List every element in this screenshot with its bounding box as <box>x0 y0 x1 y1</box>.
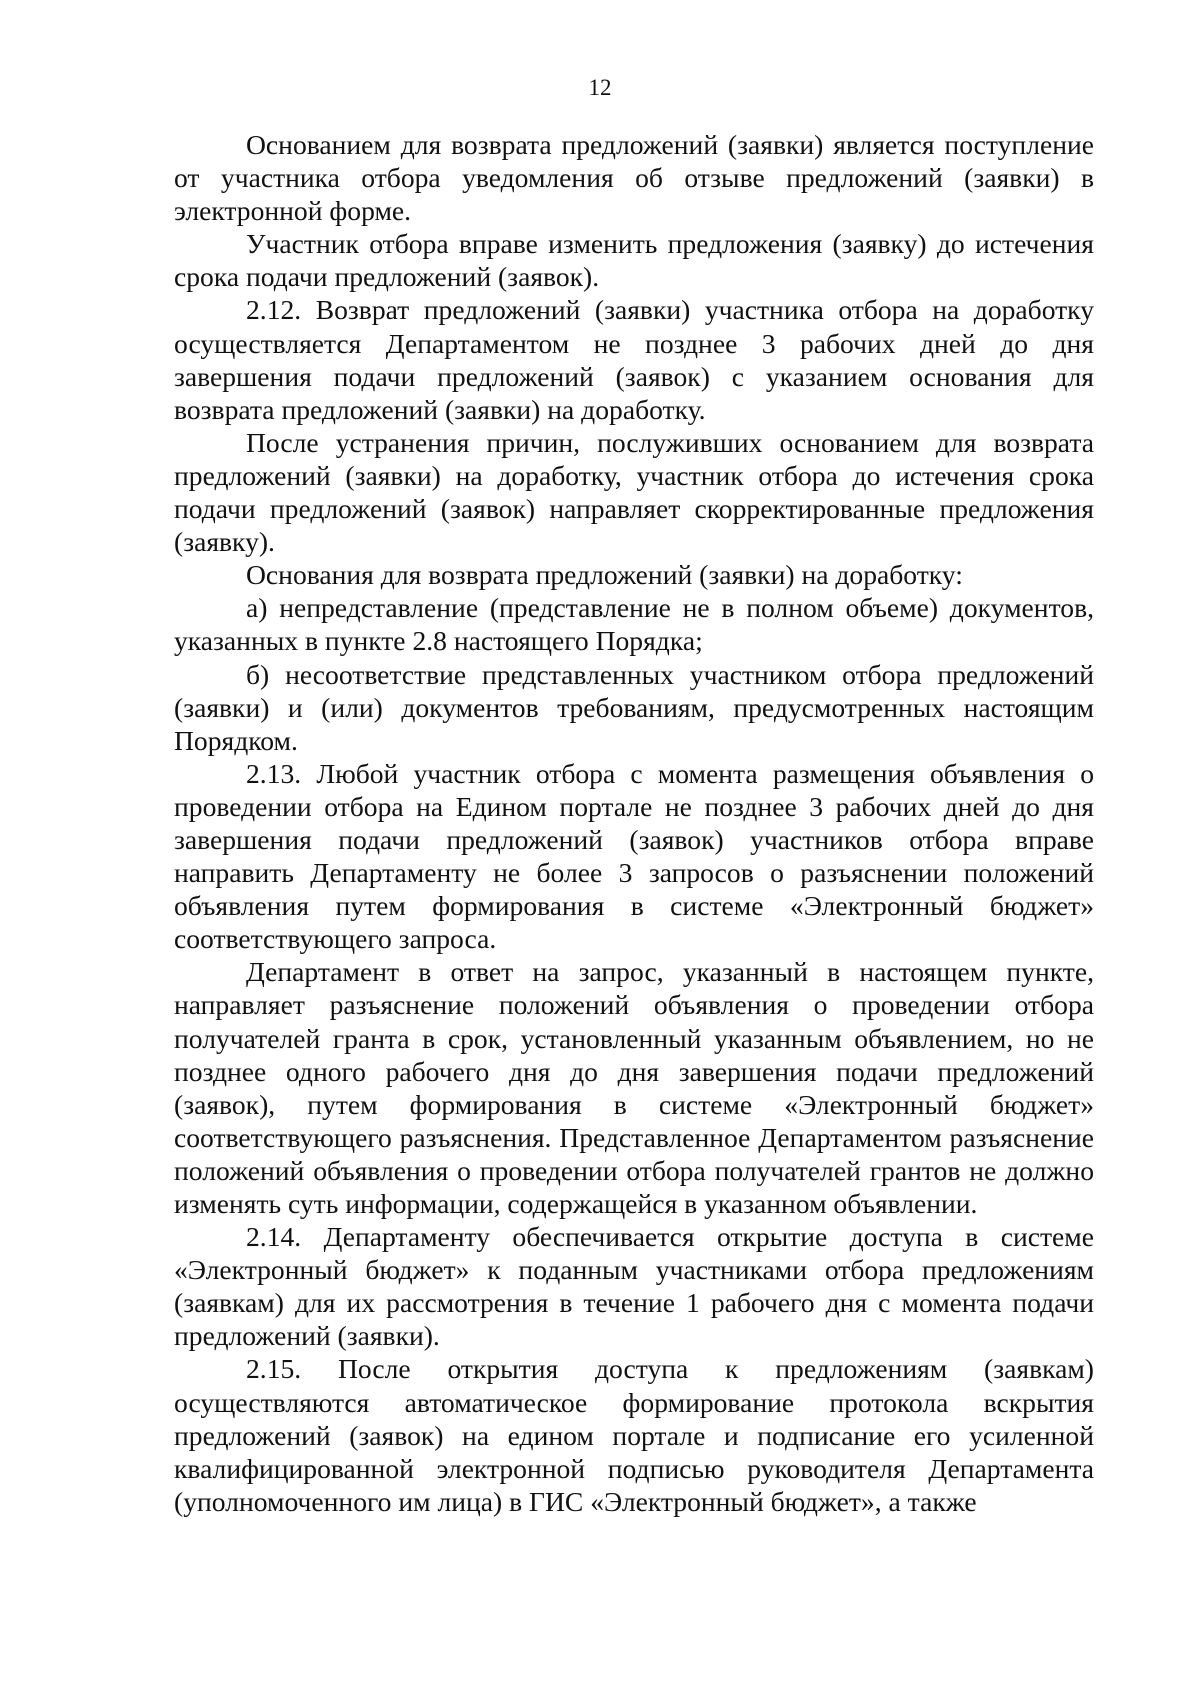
paragraph-2-12: 2.12. Возврат предложений (заявки) участника отбора на доработку осуществляется Департаментом не позднее 3 рабочих дней до дня завершения подачи предложений (заявок) с указанием основания для возврата предложений (заявки) на доработку. <box>174 294 1094 425</box>
paragraph-2-14: 2.14. Департаменту обеспечивается открытие доступа в системе «Электронный бюджет» к поданным участниками отбора предложениям (заявкам) для их рассмотрения в течение 1 рабочего дня с момента подачи предложений (заявки). <box>174 1221 1094 1352</box>
paragraph-2-15: 2.15. После открытия доступа к предложениям (заявкам) осуществляются автоматическое формирование протокола вскрытия предложений (заявок) на едином портале и подписание его усиленной квалифицированной электронной подписью руководителя Департамента (уполномоченного им лица) в ГИС «Электронный бюджет», а также <box>174 1353 1094 1517</box>
paragraph-return-grounds: Основания для возврата предложений (заявки) на доработку: <box>246 559 963 591</box>
paragraph-item-a: а) непредставление (представление не в полном объеме) документов, указанных в пункте 2.8 настоящего Порядка; <box>174 592 1094 657</box>
paragraph-department-response: Департамент в ответ на запрос, указанный в настоящем пункте, направляет разъяснение положений объявления о проведении отбора получателей гранта в срок, установленный указанным объявлением, но не позднее одного рабочего дня до дня завершения подачи предложений (заявок), путем формирования в системе «Электронный бюджет» соответствующего разъяснения. Представленное Департаментом разъяснение положений объявления о проведении отбора получателей грантов не должно изменять суть информации, содержащейся в указанном объявлении. <box>174 956 1094 1219</box>
document-body <box>174 128 1094 1518</box>
paragraph-change-right: Участник отбора вправе изменить предложения (заявку) до истечения срока подачи предложений (заявок). <box>174 228 1094 293</box>
paragraph-item-b: б) несоответствие представленных участником отбора предложений (заявки) и (или) документов требованиям, предусмотренных настоящим Порядком. <box>174 658 1094 756</box>
paragraph-2-13: 2.13. Любой участник отбора с момента размещения объявления о проведении отбора на Едином портале не позднее 3 рабочих дней до дня завершения подачи предложений (заявок) участников отбора вправе направить Департаменту не более 3 запросов о разъяснении положений объявления путем формирования в системе «Электронный бюджет» соответствующего запроса. <box>174 757 1094 955</box>
paragraph-after-fix: После устранения причин, послуживших основанием для возврата предложений (заявки) на доработку, участник отбора до истечения срока подачи предложений (заявок) направляет скорректированные предложения (заявку). <box>174 426 1094 558</box>
paragraph-withdrawal-basis: Основанием для возврата предложений (заявки) является поступление от участника отбора уведомления об отзыве предложений (заявки) в электронной форме. <box>174 129 1094 227</box>
page-number: 12 <box>588 75 612 100</box>
